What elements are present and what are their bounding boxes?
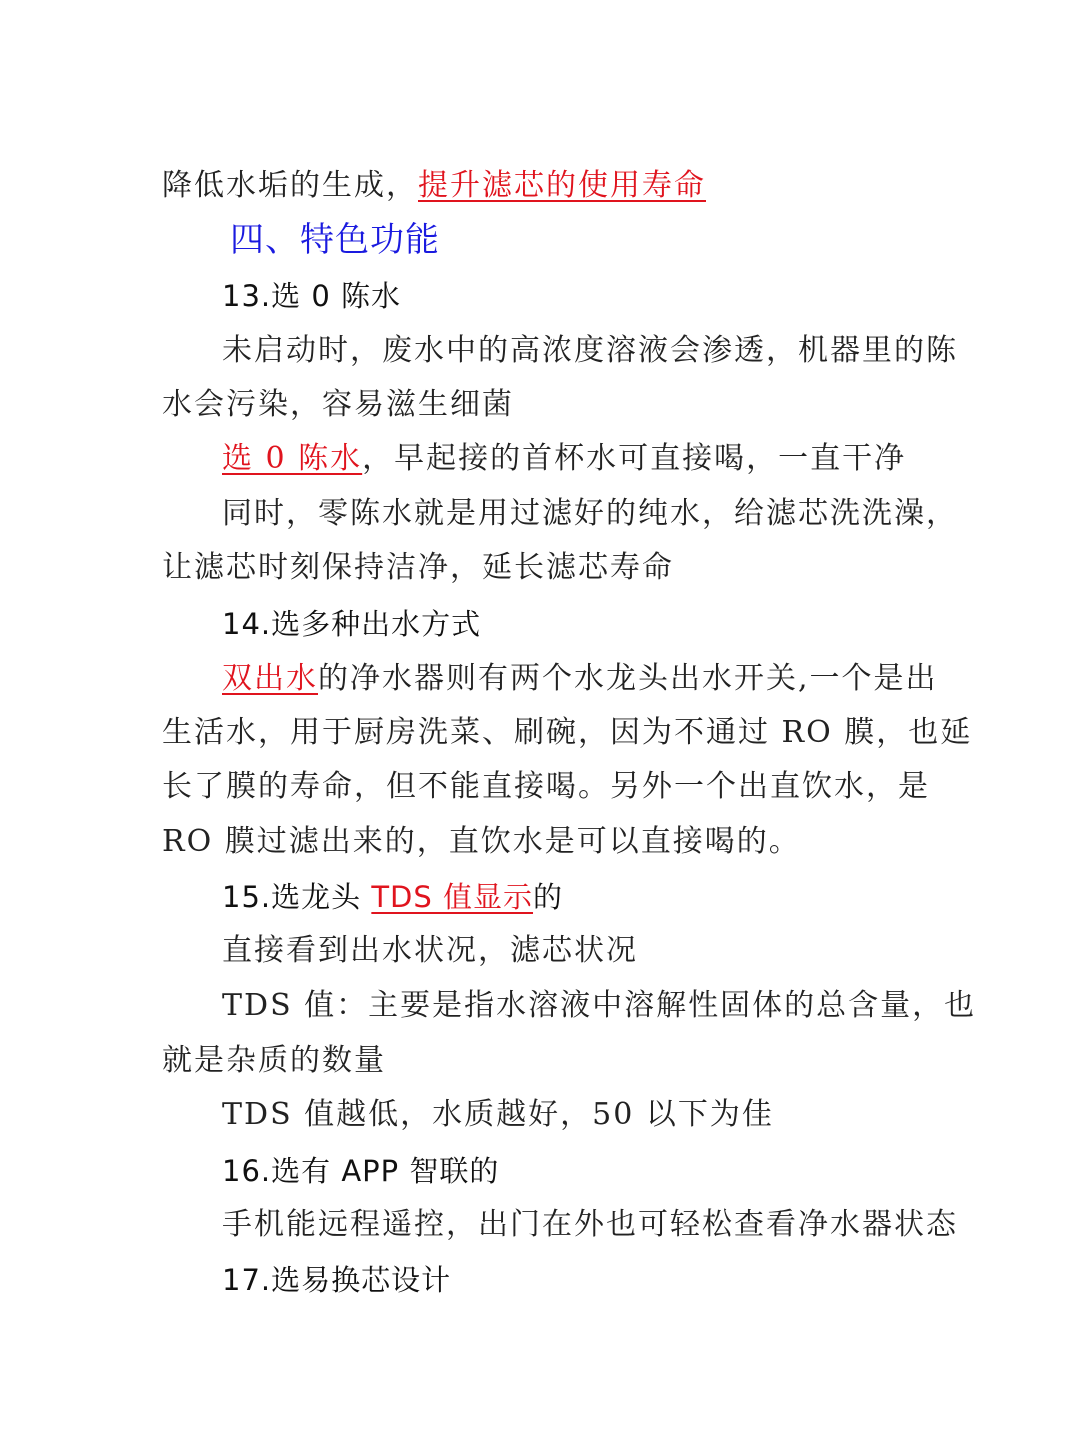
- item13-para1-line1: 未启动时，废水中的高浓度溶液会渗透，机器里的陈: [222, 333, 958, 368]
- item15-heading-suffix: 的: [533, 880, 564, 914]
- item13-heading: 13.选 0 陈水: [222, 279, 402, 313]
- item17-heading: 17.选易换芯设计: [222, 1263, 452, 1297]
- item14-highlight: 双出水: [222, 661, 318, 696]
- item14-heading: 14.选多种出水方式: [222, 607, 482, 641]
- item16-para: 手机能远程遥控，出门在外也可轻松查看净水器状态: [222, 1207, 958, 1242]
- item14-para-line4: RO 膜过滤出来的，直饮水是可以直接喝的。: [162, 824, 801, 859]
- item13-para3-line2: 让滤芯时刻保持洁净，延长滤芯寿命: [162, 550, 674, 585]
- item15-heading: [222, 877, 982, 917]
- item15-para1: 直接看到出水状况，滤芯状况: [222, 933, 638, 968]
- item15-para2-line1: TDS 值：主要是指水溶液中溶解性固体的总含量，也: [222, 988, 977, 1023]
- item13-para2-rest: ，早起接的首杯水可直接喝，一直干净: [362, 441, 907, 476]
- item16-heading: 16.选有 APP 智联的: [222, 1154, 500, 1188]
- item15-para3: TDS 值越低，水质越好，50 以下为佳: [222, 1097, 774, 1132]
- item13-para2: [222, 439, 982, 479]
- intro-highlight: 提升滤芯的使用寿命: [418, 168, 706, 203]
- item15-para2-line2: 就是杂质的数量: [162, 1043, 386, 1078]
- item14-para-line1: [222, 659, 982, 699]
- intro-line: [162, 166, 922, 206]
- item14-para-line1-rest: 的净水器则有两个水龙头出水开关,一个是出: [318, 661, 938, 696]
- item14-para-line3: 长了膜的寿命，但不能直接喝。另外一个出直饮水，是: [162, 769, 930, 804]
- item15-heading-prefix: 15.选龙头: [222, 880, 372, 914]
- section-title: 四、特色功能: [230, 220, 440, 260]
- item13-para2-highlight: 选 0 陈水: [222, 441, 363, 476]
- item13-para1-line2: 水会污染，容易滋生细菌: [162, 387, 514, 422]
- item15-heading-highlight: TDS 值显示: [371, 880, 534, 914]
- item14-para-line2: 生活水，用于厨房洗菜、刷碗，因为不通过 RO 膜，也延: [162, 715, 973, 750]
- intro-text: 降低水垢的生成，: [162, 168, 418, 203]
- item13-para3-line1: 同时，零陈水就是用过滤好的纯水，给滤芯洗洗澡，: [222, 496, 958, 531]
